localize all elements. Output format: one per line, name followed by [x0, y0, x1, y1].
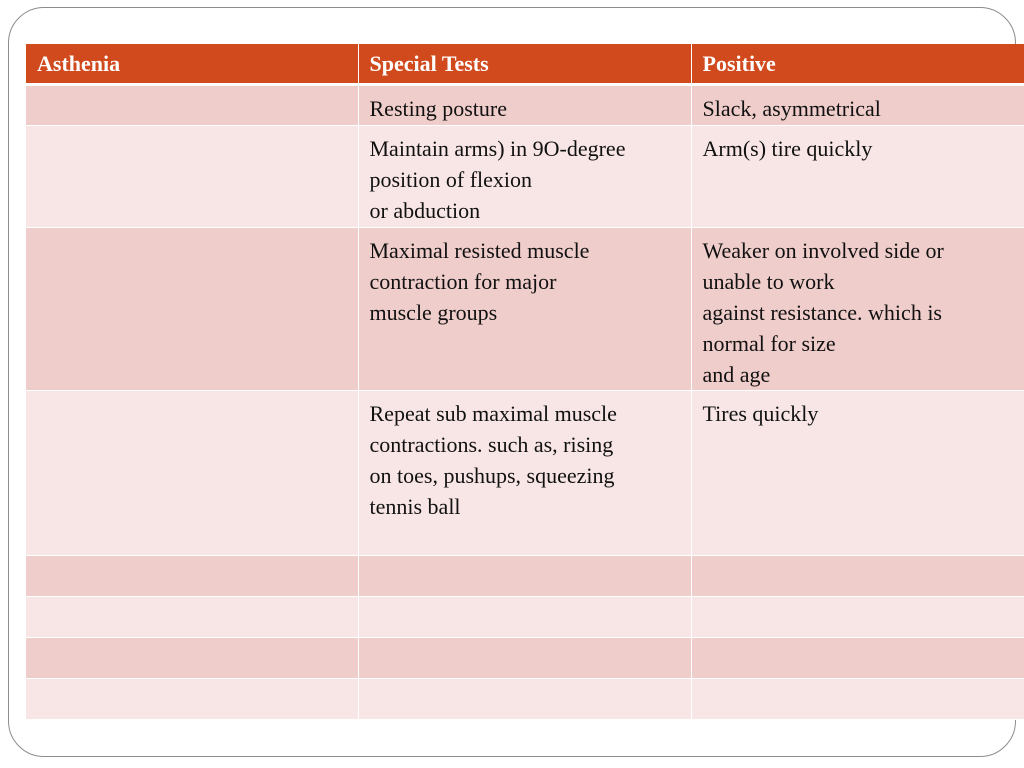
cell-special-test	[358, 84, 691, 125]
cell-line: Resting posture	[369, 95, 507, 121]
cell-empty	[358, 637, 691, 678]
cell-line: muscle groups	[369, 299, 498, 325]
cell-line: Maintain arms) in 9O-degree	[369, 135, 626, 161]
cell-line: Arm(s) tire quickly	[702, 135, 873, 161]
cell-empty	[358, 678, 691, 719]
cell-empty	[26, 678, 358, 719]
cell-line: position of flexion	[369, 166, 533, 192]
cell-empty	[26, 555, 358, 596]
cell-line: or abduction	[369, 197, 481, 223]
cell-line: Maximal resisted muscle	[369, 237, 590, 263]
cell-positive	[691, 390, 1024, 555]
cell-asthenia	[26, 390, 358, 555]
table-row	[26, 555, 1024, 596]
table-row	[26, 678, 1024, 719]
table-row	[26, 84, 1024, 125]
cell-line: and age	[702, 361, 771, 387]
cell-line: contraction for major	[369, 268, 557, 294]
cell-empty	[691, 637, 1024, 678]
table-row	[26, 596, 1024, 637]
cell-special-test	[358, 390, 691, 555]
table-row	[26, 125, 1024, 227]
header-positive: Positive	[691, 44, 1024, 84]
cell-line: Tires quickly	[702, 400, 819, 426]
cell-empty	[691, 596, 1024, 637]
cell-empty	[691, 678, 1024, 719]
table-row	[26, 227, 1024, 390]
cell-line: unable to work	[702, 268, 835, 294]
cell-empty	[691, 555, 1024, 596]
table-row	[26, 637, 1024, 678]
cell-line: Repeat sub maximal muscle	[369, 400, 617, 426]
table-body	[26, 84, 1024, 719]
cell-empty	[358, 555, 691, 596]
cell-empty	[26, 596, 358, 637]
cell-special-test	[358, 125, 691, 227]
cell-positive	[691, 125, 1024, 227]
cell-special-test	[358, 227, 691, 390]
cell-line: Slack, asymmetrical	[702, 95, 881, 121]
cell-positive	[691, 84, 1024, 125]
cell-line: contractions. such as, rising	[369, 431, 614, 457]
cell-asthenia	[26, 125, 358, 227]
cell-line: Weaker on involved side or	[702, 237, 944, 263]
cell-asthenia	[26, 227, 358, 390]
header-special-tests: Special Tests	[358, 44, 691, 84]
cell-empty	[26, 637, 358, 678]
cell-positive	[691, 227, 1024, 390]
cell-line: on toes, pushups, squeezing	[369, 462, 615, 488]
cell-line: normal for size	[702, 330, 836, 356]
cell-line: against resistance. which is	[702, 299, 942, 325]
cell-line: tennis ball	[369, 493, 461, 519]
table-header-row	[26, 44, 1024, 84]
asthenia-table	[26, 44, 1024, 720]
cell-asthenia	[26, 84, 358, 125]
header-asthenia: Asthenia	[26, 44, 358, 84]
table-row	[26, 390, 1024, 555]
cell-empty	[358, 596, 691, 637]
